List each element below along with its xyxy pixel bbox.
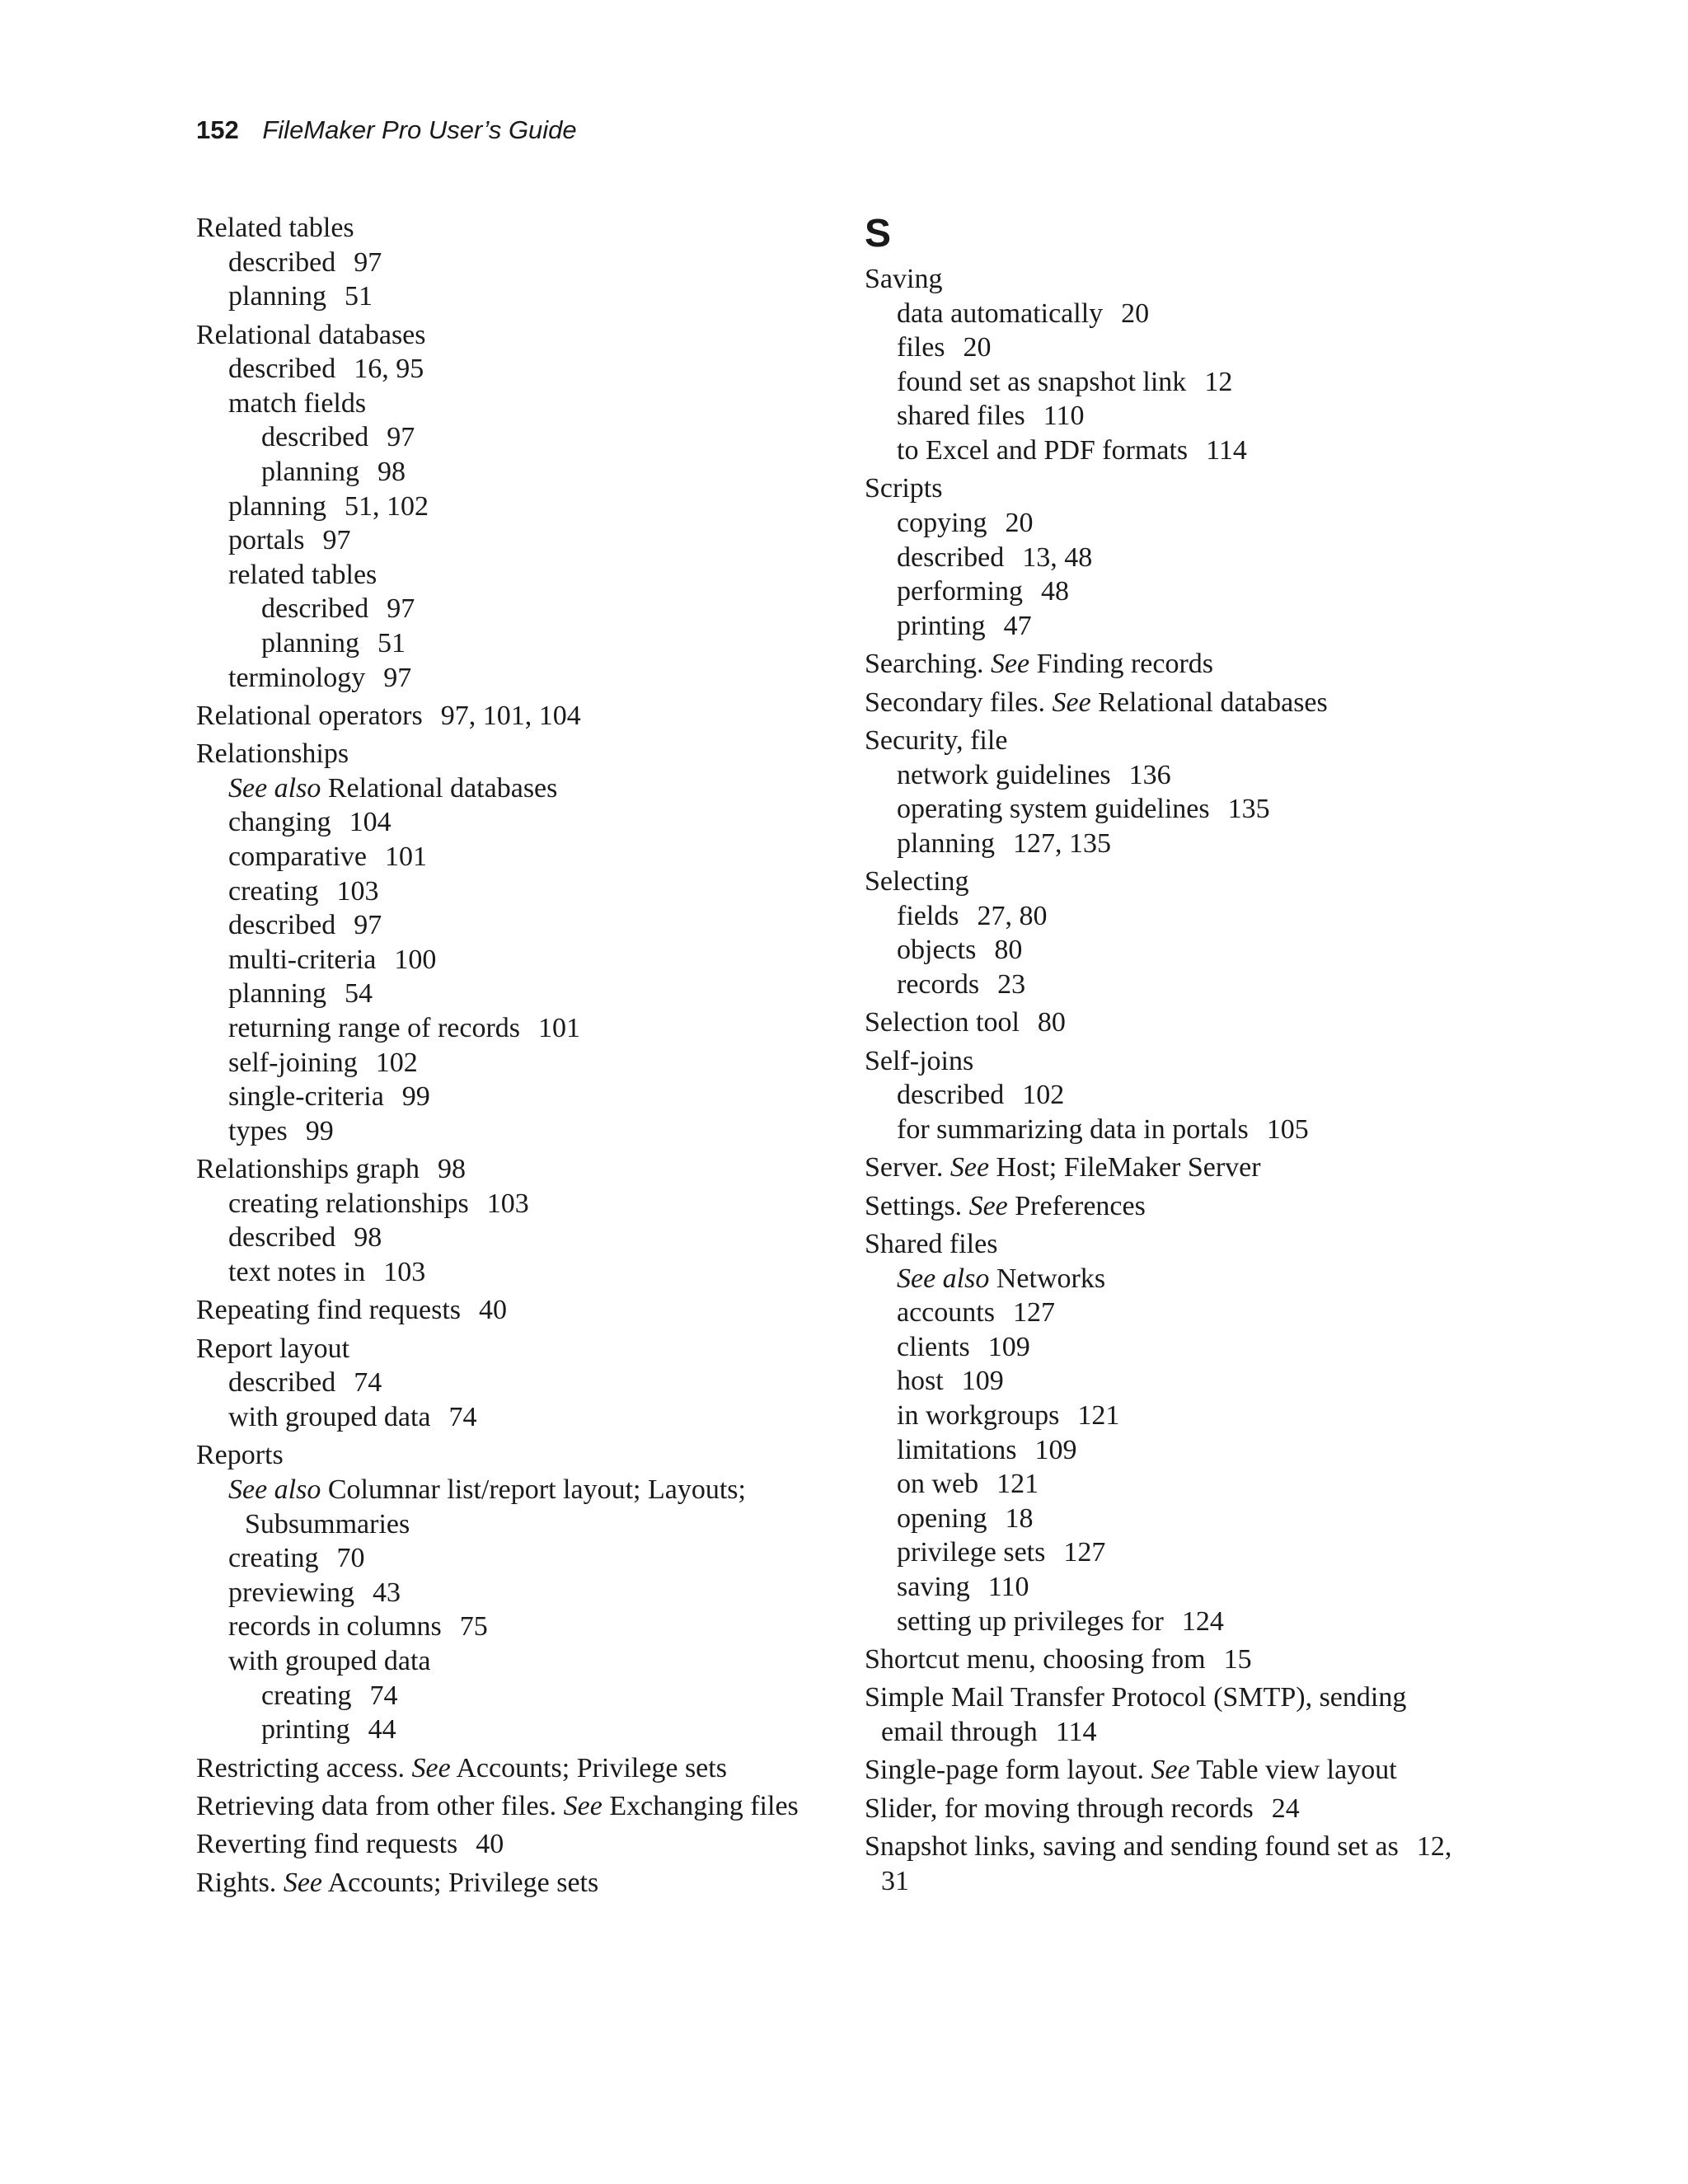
index-subentry: printing 47	[897, 610, 1032, 641]
index-subentry: creating 70	[228, 1543, 365, 1574]
index-see-also: See also Networks	[897, 1263, 1106, 1294]
index-subsubentry: planning 98	[261, 456, 406, 487]
index-entry: Security, file	[865, 724, 1008, 756]
index-subentry: planning 54	[228, 978, 373, 1010]
index-subsubentry: described 97	[261, 593, 415, 625]
page-ref: 114	[1055, 1716, 1097, 1747]
index-entry: Self-joins	[865, 1045, 974, 1076]
index-subentry: copying 20	[897, 507, 1034, 538]
index-subentry: described 102	[897, 1080, 1065, 1111]
page-ref: 124	[1181, 1605, 1224, 1637]
page-ref: 74	[369, 1680, 398, 1711]
index-entry: Retrieving data from other files. See Exchanging files	[196, 1790, 799, 1821]
page-ref: 109	[961, 1366, 1004, 1397]
index-entry: Repeating find requests 40	[196, 1295, 508, 1326]
index-subentry: previewing 43	[228, 1577, 401, 1608]
index-subentry: creating 103	[228, 875, 379, 907]
page-ref: 16, 95	[354, 354, 424, 385]
page-ref: 47	[1003, 610, 1032, 641]
page-ref: 136	[1128, 759, 1171, 790]
page-ref: 12,	[1416, 1831, 1452, 1863]
index-continuation: 31	[881, 1865, 909, 1896]
index-entry: Selection tool 80	[865, 1007, 1066, 1038]
index-subentry: with grouped data 74	[228, 1401, 477, 1432]
page-ref: 102	[375, 1047, 418, 1078]
index-subentry: text notes in 103	[228, 1257, 426, 1287]
page-ref: 97	[354, 246, 382, 278]
page-ref: 104	[349, 807, 392, 838]
page-ref: 44	[368, 1714, 396, 1746]
index-entry: Server. See Host; FileMaker Server	[865, 1152, 1261, 1183]
index-subentry: portals 97	[228, 525, 351, 556]
index-entry: Slider, for moving through records 24	[865, 1793, 1300, 1824]
page-ref: 13, 48	[1022, 541, 1093, 573]
index-subentry: clients 109	[897, 1331, 1030, 1362]
page-ref: 43	[372, 1577, 401, 1608]
index-subentry: opening 18	[897, 1502, 1034, 1534]
index-subentry: on web 121	[897, 1469, 1039, 1500]
index-entry: Relationships	[196, 738, 349, 770]
index-entry: Scripts	[865, 473, 943, 504]
page-ref: 127, 135	[1012, 827, 1111, 859]
index-subentry: described 97	[228, 910, 382, 941]
index-subentry: returning range of records 101	[228, 1013, 581, 1044]
index-entry: Settings. See Preferences	[865, 1190, 1146, 1221]
index-subentry: creating relationships 103	[228, 1188, 529, 1219]
page-ref: 98	[377, 456, 406, 487]
page-ref: 102	[1022, 1080, 1065, 1111]
section-letter: S	[865, 212, 892, 255]
page-ref: 97	[354, 910, 382, 941]
index-subsubentry: described 97	[261, 422, 415, 453]
index-entry: Report layout	[196, 1333, 350, 1364]
page-ref: 97	[383, 662, 412, 693]
index-column-left	[196, 211, 856, 1900]
index-subentry: planning 51, 102	[228, 490, 429, 522]
page-ref: 18	[1005, 1502, 1034, 1534]
index-subentry: network guidelines 136	[897, 759, 1171, 790]
index-subentry: performing 48	[897, 576, 1069, 607]
index-subentry: related tables	[228, 559, 377, 590]
index-subentry: to Excel and PDF formats 114	[897, 434, 1247, 466]
index-subentry: described 16, 95	[228, 354, 424, 385]
index-subentry: single-criteria 99	[228, 1081, 430, 1113]
index-entry: Relational databases	[196, 319, 426, 350]
index-subentry: described 97	[228, 246, 382, 278]
page-ref: 105	[1266, 1113, 1309, 1145]
index-subentry: self-joining 102	[228, 1047, 418, 1078]
page-ref: 15	[1223, 1643, 1252, 1675]
index-subentry: with grouped data	[228, 1645, 431, 1676]
index-entry: Restricting access. See Accounts; Privilege sets	[196, 1752, 727, 1783]
index-subsubentry: planning 51	[261, 627, 406, 658]
index-subsubentry: printing 44	[261, 1714, 396, 1746]
index-subentry: described 98	[228, 1222, 382, 1254]
page-ref: 103	[383, 1257, 426, 1287]
index-subentry: shared files 110	[897, 401, 1085, 432]
page-ref: 74	[354, 1367, 382, 1399]
index-entry: Saving	[865, 264, 943, 294]
index-subentry: planning 127, 135	[897, 827, 1111, 859]
page-ref: 80	[994, 935, 1023, 966]
index-entry: Snapshot links, saving and sending found set as 12,	[865, 1831, 1452, 1863]
page-ref: 127	[1063, 1537, 1106, 1568]
index-subentry: for summarizing data in portals 105	[897, 1113, 1309, 1145]
page-ref: 70	[336, 1543, 365, 1574]
page-number: 152	[196, 115, 239, 144]
index-entry: Reports	[196, 1440, 284, 1471]
page-ref: 97, 101, 104	[440, 700, 581, 731]
index-entry: Relational operators 97, 101, 104	[196, 700, 581, 731]
index-entry: Shared files	[865, 1229, 998, 1259]
page-ref: 98	[438, 1154, 467, 1185]
index-subentry: accounts 127	[897, 1297, 1055, 1329]
index-entry: Selecting	[865, 866, 969, 898]
page-ref: 97	[387, 422, 415, 453]
running-head	[196, 114, 577, 147]
page-ref: 20	[1121, 298, 1150, 329]
index-entry: Searching. See Finding records	[865, 649, 1213, 680]
index-subentry: limitations 109	[897, 1434, 1077, 1465]
index-subentry: comparative 101	[228, 841, 428, 873]
page-ref: 23	[997, 968, 1026, 1000]
index-subentry: changing 104	[228, 807, 392, 838]
index-entry: Secondary files. See Relational databases	[865, 687, 1328, 718]
page-ref: 103	[336, 875, 379, 907]
page-ref: 54	[344, 978, 373, 1010]
index-column-right	[865, 211, 1507, 1898]
index-subentry: records in columns 75	[228, 1611, 488, 1643]
page-ref: 20	[1005, 507, 1034, 538]
index-subentry: operating system guidelines 135	[897, 794, 1270, 825]
page-ref: 98	[354, 1222, 382, 1254]
index-subentry: in workgroups 121	[897, 1399, 1120, 1431]
book-title: FileMaker Pro User’s Guide	[262, 115, 577, 144]
index-entry: Rights. See Accounts; Privilege sets	[196, 1867, 599, 1898]
index-see-also: See also Relational databases	[228, 772, 558, 804]
index-subentry: match fields	[228, 387, 367, 419]
page-ref: 110	[1043, 401, 1085, 432]
page-ref: 110	[987, 1571, 1029, 1602]
index-continuation: Subsummaries	[245, 1508, 410, 1540]
page-ref: 40	[479, 1295, 508, 1326]
index-subentry: found set as snapshot link 12	[897, 366, 1233, 397]
page-ref: 114	[1206, 434, 1247, 466]
page-ref: 135	[1227, 794, 1270, 825]
page-ref: 99	[305, 1115, 334, 1146]
index-subentry: described 13, 48	[897, 541, 1093, 573]
index-entry: Single-page form layout. See Table view layout	[865, 1755, 1397, 1786]
page-ref: 109	[987, 1331, 1030, 1362]
page-ref: 99	[401, 1081, 430, 1113]
index-subentry: terminology 97	[228, 662, 412, 693]
page-ref: 100	[394, 944, 437, 975]
page-ref: 74	[448, 1401, 477, 1432]
page-ref: 27, 80	[977, 900, 1048, 931]
index-subentry: host 109	[897, 1366, 1004, 1397]
page-ref: 48	[1040, 576, 1069, 607]
page-ref: 97	[387, 593, 415, 625]
page-ref: 51, 102	[344, 490, 429, 522]
index-subentry: saving 110	[897, 1571, 1029, 1602]
page-ref: 103	[486, 1188, 529, 1219]
index-subentry: data automatically 20	[897, 298, 1150, 329]
index-subentry: planning 51	[228, 281, 373, 312]
index-see-also: See also Columnar list/report layout; Layouts;	[228, 1474, 746, 1505]
index-subentry: types 99	[228, 1115, 334, 1146]
index-subentry: objects 80	[897, 935, 1023, 966]
index-subentry: fields 27, 80	[897, 900, 1048, 931]
page-ref: 20	[963, 332, 992, 363]
index-subsubentry: creating 74	[261, 1680, 398, 1711]
page-ref: 40	[476, 1829, 504, 1860]
page-ref: 80	[1037, 1007, 1066, 1038]
page-ref: 12	[1204, 366, 1233, 397]
page-ref: 121	[996, 1469, 1039, 1500]
page-ref: 127	[1012, 1297, 1055, 1329]
index-subentry: files 20	[897, 332, 992, 363]
page-ref: 51	[344, 281, 373, 312]
index-entry: Related tables	[196, 213, 354, 243]
page-ref: 24	[1271, 1793, 1300, 1824]
index-subentry: described 74	[228, 1367, 382, 1399]
index-subentry: privilege sets 127	[897, 1537, 1106, 1568]
index-subentry: multi-criteria 100	[228, 944, 437, 975]
index-continuation: email through 114	[881, 1716, 1097, 1747]
page-ref: 109	[1034, 1434, 1077, 1465]
index-subentry: records 23	[897, 968, 1026, 1000]
page-ref: 121	[1077, 1399, 1120, 1431]
page-ref: 51	[377, 627, 406, 658]
index-entry: Reverting find requests 40	[196, 1829, 504, 1860]
page-ref: 101	[385, 841, 428, 873]
index-entry: Shortcut menu, choosing from 15	[865, 1643, 1252, 1675]
page-ref: 97	[322, 525, 351, 556]
page-ref: 101	[538, 1013, 581, 1044]
index-entry: Relationships graph 98	[196, 1154, 467, 1185]
index-subentry: setting up privileges for 124	[897, 1605, 1224, 1637]
page-ref: 75	[459, 1611, 488, 1643]
index-entry: Simple Mail Transfer Protocol (SMTP), sending	[865, 1682, 1407, 1713]
